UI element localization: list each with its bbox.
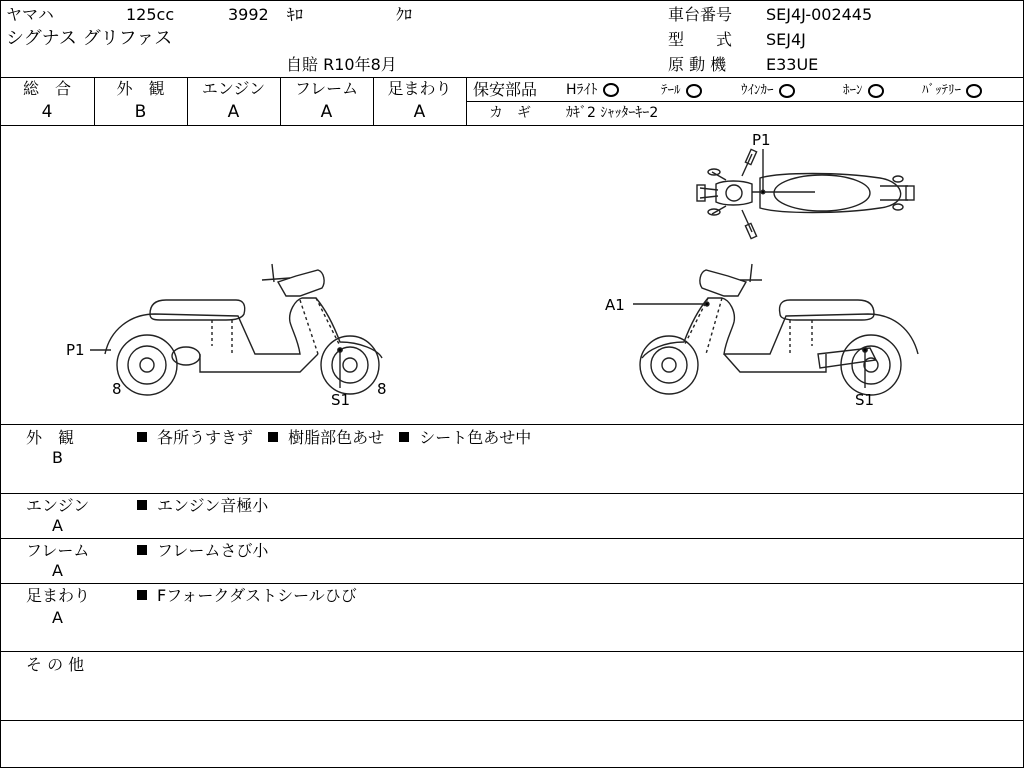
headlight-label: Hﾗｲﾄ [566, 82, 598, 98]
remark-frame-grade: A [52, 561, 63, 580]
remark-susp-grade: A [52, 608, 63, 627]
total-label: 総 合 [22, 79, 71, 98]
bullet-icon [137, 500, 147, 510]
remark-engine-text [137, 497, 268, 515]
engine-value: E33UE [766, 55, 819, 74]
remark-susp-label: 足まわり [26, 586, 91, 605]
taillight-label: ﾃｰﾙ [661, 83, 681, 98]
left-8a-label: 8 [112, 380, 122, 398]
right-view-scooter [633, 264, 918, 395]
battery-label: ﾊﾞｯﾃﾘｰ [922, 83, 961, 98]
remark-exterior-item-2: 樹脂部色あせ [288, 428, 385, 447]
left-p1-label: P1 [66, 341, 85, 359]
displacement: 125cc [126, 5, 175, 24]
remark-exterior-item-3: シート色あせ中 [419, 428, 532, 447]
remark-line [0, 651, 1024, 652]
mileage-unit: ｷﾛ [287, 5, 304, 24]
remark-line [0, 493, 1024, 494]
bullet-icon [137, 590, 147, 600]
key-value: ｶｷﾞ2 ｼｬｯﾀｰｷｰ2 [566, 105, 659, 121]
key-label: カ ギ [489, 105, 531, 121]
exterior-label: 外 観 [116, 79, 165, 98]
model-name: シグナス グリファス [6, 28, 173, 49]
suspension-grade-value: A [413, 102, 426, 122]
bullet-icon [137, 545, 147, 555]
remark-frame-text [137, 542, 268, 560]
frame-no-label: 車台番号 [668, 5, 733, 24]
type-label: 型 式 [668, 30, 733, 49]
remark-frame-label: フレーム [26, 541, 90, 560]
horn-label: ﾎｰﾝ [843, 83, 863, 98]
engine-grade-value: A [227, 102, 240, 122]
engine-grade-label: エンジン [201, 79, 266, 98]
remark-exterior-label: 外 観 [26, 428, 75, 447]
remark-exterior-grade: B [52, 448, 63, 467]
type-value: SEJ4J [766, 30, 806, 49]
remark-line [0, 720, 1024, 721]
remark-line [0, 583, 1024, 584]
bullet-icon [268, 432, 278, 442]
remark-engine-label: エンジン [26, 496, 90, 515]
bullet-icon [399, 432, 409, 442]
top-view-scooter [697, 149, 914, 239]
safety-label: 保安部品 [473, 80, 538, 99]
remark-exterior-item-1: 各所うすきず [157, 428, 254, 447]
right-s1-label: S1 [855, 391, 875, 409]
remark-engine-grade: A [52, 516, 63, 535]
maker: ヤマハ [6, 5, 54, 24]
top-p1-label: P1 [752, 131, 771, 149]
mileage: 3992 [228, 5, 269, 24]
remark-susp-text [137, 587, 357, 605]
remark-engine-item: エンジン音極小 [157, 496, 269, 515]
right-a1-label: A1 [605, 296, 625, 314]
left-view-scooter [90, 264, 382, 395]
bullet-icon [137, 432, 147, 442]
insurance-expiry: 自賠 R10年8月 [286, 55, 397, 74]
frame-grade-value: A [320, 102, 333, 122]
remark-susp-item: Fフォークダストシールひび [157, 586, 357, 605]
remark-line [0, 538, 1024, 539]
total-value: 4 [41, 102, 53, 122]
remark-other-label: そ の 他 [26, 655, 85, 674]
exterior-value: B [134, 102, 147, 122]
winker-label: ｳｲﾝｶｰ [741, 83, 774, 98]
remark-exterior-text [137, 429, 531, 447]
left-s1-label: S1 [331, 391, 351, 409]
suspension-grade-label: 足まわり [387, 79, 452, 98]
color: ｸﾛ [396, 5, 413, 24]
frame-no: SEJ4J-002445 [766, 5, 873, 24]
engine-label: 原 動 機 [668, 55, 727, 74]
remark-frame-item: フレームさび小 [157, 541, 269, 560]
frame-grade-label: フレーム [294, 79, 359, 98]
left-8b-label: 8 [377, 380, 387, 398]
